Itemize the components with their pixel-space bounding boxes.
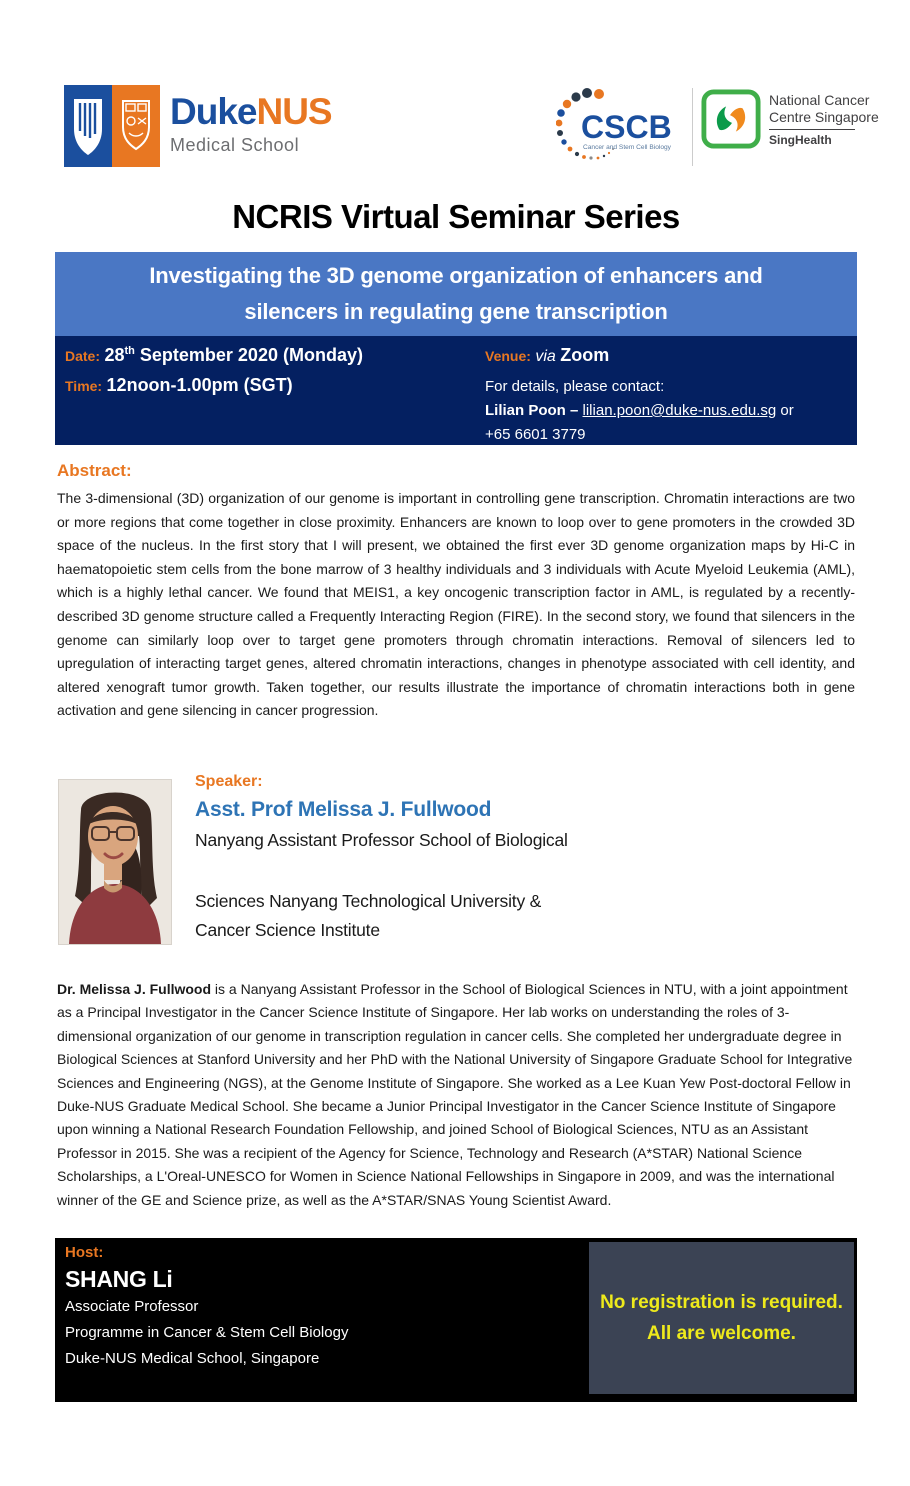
nccs-singhealth: SingHealth — [769, 133, 832, 147]
venue-value: Zoom — [560, 345, 610, 365]
date-time-column — [65, 345, 363, 405]
speaker-bio — [57, 978, 857, 1212]
speaker-affiliation-2: Sciences Nanyang Technological University & Cancer Science Institute — [195, 891, 542, 940]
nccs-wordmark — [769, 89, 879, 147]
contact-intro: For details, please contact: — [485, 378, 665, 395]
host-name: SHANG Li — [65, 1266, 173, 1292]
footer-bar — [55, 1238, 857, 1402]
speaker-label: Speaker: — [195, 773, 263, 790]
dukenus-subtitle: Medical School — [170, 135, 300, 155]
abstract-heading: Abstract: — [57, 461, 132, 480]
dukenus-logo — [64, 85, 332, 167]
time-value: 12noon-1.00pm (SGT) — [106, 375, 293, 395]
event-info-bar — [55, 336, 857, 445]
date-value: 28th September 2020 (Monday) — [104, 345, 363, 365]
speaker-affiliation-1: Nanyang Assistant Professor School of Biological — [195, 830, 568, 850]
dukenus-word-duke: Duke — [170, 91, 257, 132]
date-label: Date: — [65, 348, 101, 364]
banner-line2: silencers in regulating gene transcription — [244, 299, 668, 324]
seminar-topic-banner — [55, 252, 857, 336]
speaker-block — [195, 773, 568, 945]
speaker-photo — [58, 779, 172, 945]
abstract-text: The 3-dimensional (3D) organization of our genome is important in controlling gene transcription. Chromatin interactions are two or more regions that come together in close proximity. Enhancers are known to loop over to gene promoters in the crowded 3D space of the nucleus. In the first story that I will present, we obtained the first ever 3D genome organization maps by Hi-C in haematopoietic stem cells from the bone marrow of 3 healthy individuals and 3 individuals with Acute Myeloid Leukemia (AML), which is a highly lethal cancer. We found that MEIS1, a key oncogenic transcription factor in AML, is regulated by a recently-described 3D genome structure called a Frequently Interacting Region (FIRE). In the second story, we found that silencers in the genome can similarly loop over to target gene promoters through chromatin interactions. Removal of silencers led to upregulation of interacting target genes, altered chromatin interactions, changes in phenotype associated with cell identity, and altered xenograft tumor growth. Taken together, our results illustrate the importance of chromatin interactions both in gene activation and gene silencing in cancer progression. — [57, 490, 855, 719]
contact-phone: +65 6601 3779 — [485, 426, 586, 443]
contact-or: or — [776, 402, 794, 419]
host-label: Host: — [65, 1244, 104, 1261]
contact-name: Lilian Poon – — [485, 402, 583, 419]
banner-line1: Investigating the 3D genome organization of enhancers and — [149, 263, 763, 288]
dukenus-wordmark — [170, 85, 332, 154]
header-divider — [692, 88, 693, 166]
registration-notice — [589, 1242, 854, 1394]
page-title: NCRIS Virtual Seminar Series — [232, 198, 680, 235]
speaker-name: Asst. Prof Melissa J. Fullwood — [195, 798, 492, 821]
host-title: Associate Professor — [65, 1298, 199, 1315]
notice-line2: All are welcome. — [647, 1323, 796, 1344]
bio-lead: Dr. Melissa J. Fullwood — [57, 981, 212, 997]
nccs-line2: Centre Singapore — [769, 109, 879, 125]
bio-body: is a Nanyang Assistant Professor in the School of Biological Sciences in NTU, with a joint appointment as a Principal Investigator in the Cancer Science Institute of Singapore. Her lab works on understanding the roles of 3-dimensional organization of our genome in transcription regulation in cancer cells. She completed her undergraduate degree in Biological Sciences at Stanford University and her PhD with the National University of Singapore Graduate School for Integrative Sciences and Engineering (NGS), at the Genome Institute of Singapore. She worked as a Lee Kuan Yew Post-doctoral Fellow in Duke-NUS Graduate Medical School. She became a Junior Principal Investigator in the Cancer Science Institute of Singapore upon winning a National Research Foundation Fellowship, and joined School of Biological Sciences, NTU as an Assistant Professor in 2015. She was a recipient of the Agency for Science, Technology and Research (A*STAR) National Science Scholarships, a L'Oreal-UNESCO for Women in Science National Fellowships in Singapore in 2009, and was the international winner of the GE and Science prize, as well as the A*STAR/SNAS Young Scientist Award. — [57, 981, 853, 1208]
nccs-swirl-icon — [701, 89, 761, 154]
cscb-caption: Cancer and Stem Cell Biology — [583, 144, 671, 151]
nccs-logo — [701, 89, 879, 154]
nccs-line1: National Cancer — [769, 92, 870, 108]
dukenus-shields — [64, 85, 160, 167]
duke-shield-icon — [64, 85, 112, 167]
venue-contact-column — [485, 345, 794, 447]
venue-via: via — [535, 348, 556, 365]
cscb-acronym: CSCB — [581, 109, 672, 145]
venue-label: Venue: — [485, 348, 531, 364]
notice-line1: No registration is required. — [600, 1292, 843, 1313]
contact-email-link[interactable]: lilian.poon@duke-nus.edu.sg — [582, 402, 777, 419]
dukenus-word-nus: NUS — [256, 91, 332, 132]
time-label: Time: — [65, 378, 103, 394]
host-school: Duke-NUS Medical School, Singapore — [65, 1350, 320, 1367]
nccs-rule — [769, 129, 855, 130]
host-programme: Programme in Cancer & Stem Cell Biology — [65, 1324, 349, 1341]
host-block — [65, 1244, 348, 1371]
cscb-logo — [556, 86, 688, 170]
nus-crest-icon — [112, 85, 160, 167]
